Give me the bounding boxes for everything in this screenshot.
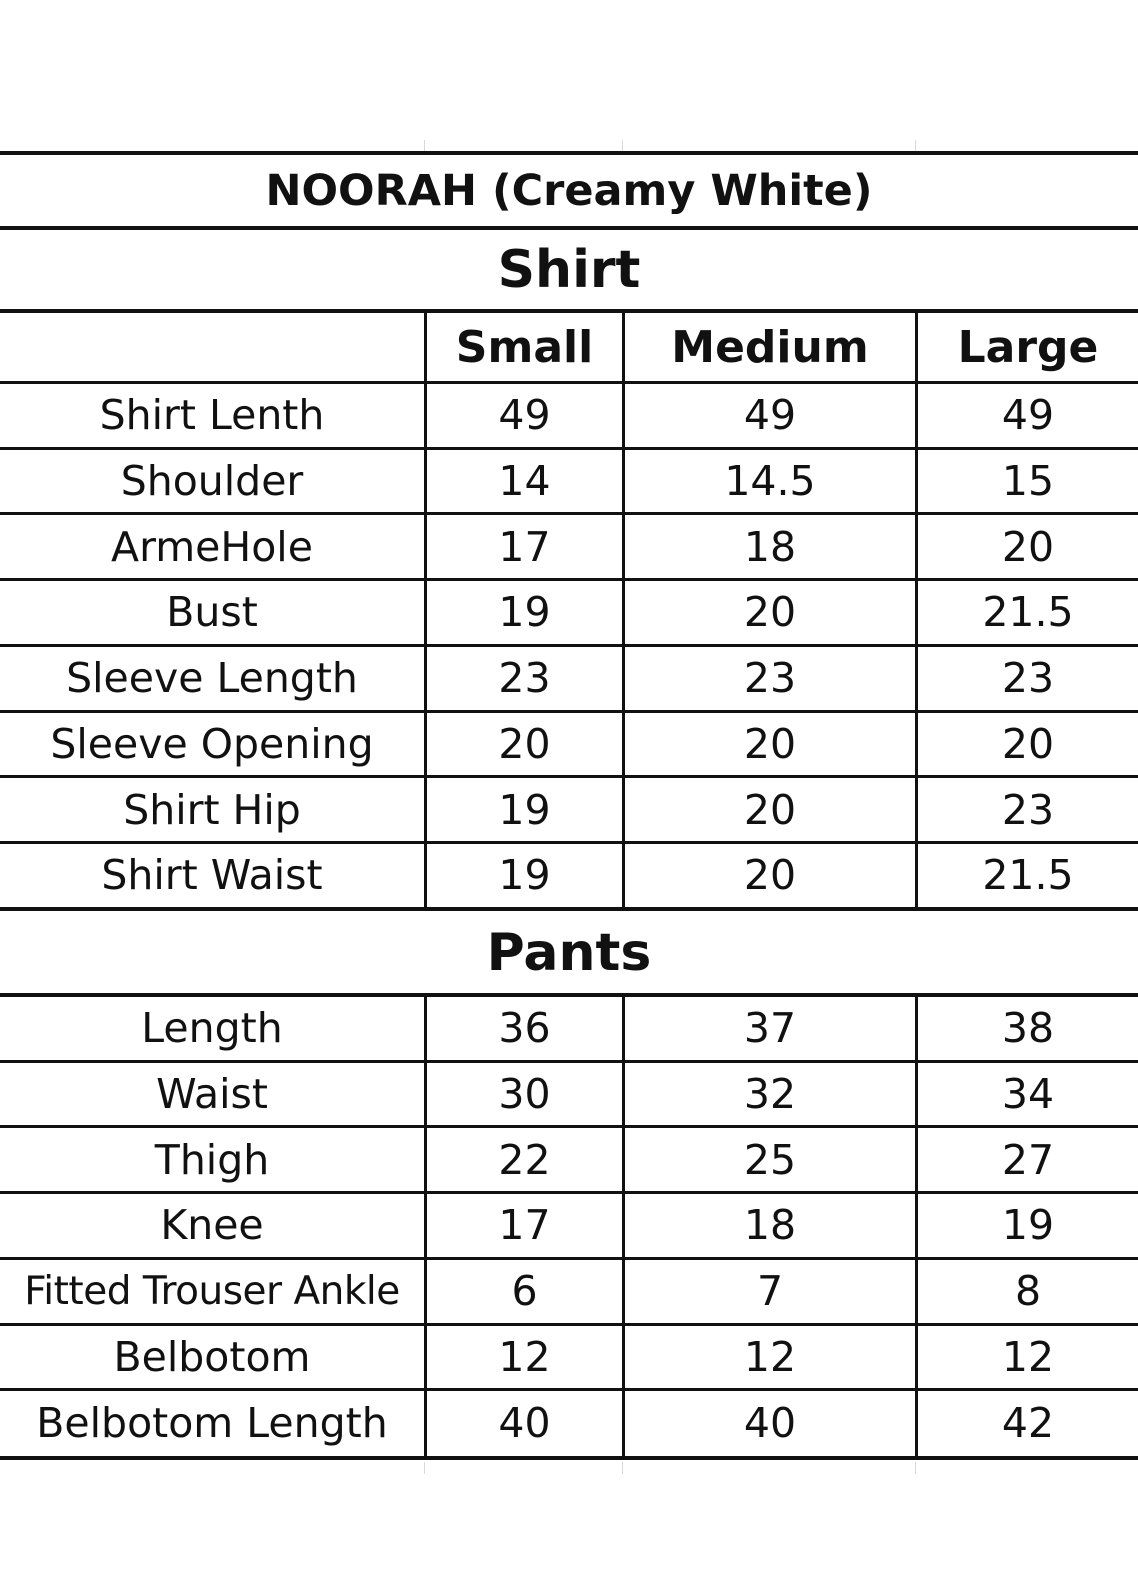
shirt-value-cell: 49 xyxy=(1001,391,1055,440)
horizontal-rule xyxy=(0,151,1138,155)
pants-value-cell: 22 xyxy=(498,1135,551,1184)
vertical-rule xyxy=(622,993,625,1460)
pants-value-cell: 30 xyxy=(498,1070,551,1119)
horizontal-rule xyxy=(0,1060,1138,1063)
pants-value-cell: 19 xyxy=(1001,1201,1055,1250)
gridline-stub xyxy=(424,1462,425,1474)
pants-row-label: Belbotom xyxy=(113,1332,311,1381)
vertical-rule xyxy=(424,309,427,911)
vertical-rule xyxy=(915,993,918,1460)
shirt-value-cell: 20 xyxy=(743,851,797,900)
shirt-value-cell: 23 xyxy=(1001,785,1055,834)
pants-section-heading: Pants xyxy=(486,922,652,983)
shirt-value-cell: 20 xyxy=(743,785,797,834)
shirt-value-cell: 19 xyxy=(498,785,551,834)
shirt-value-cell: 17 xyxy=(498,522,551,571)
shirt-value-cell: 20 xyxy=(1001,522,1055,571)
shirt-value-cell: 20 xyxy=(743,588,797,637)
column-header-medium: Medium xyxy=(671,321,869,373)
pants-value-cell: 12 xyxy=(743,1332,797,1381)
shirt-section-heading: Shirt xyxy=(497,240,641,300)
pants-value-cell: 42 xyxy=(1001,1398,1055,1447)
pants-value-cell: 12 xyxy=(1001,1332,1055,1381)
horizontal-rule xyxy=(0,1257,1138,1260)
shirt-value-cell: 14 xyxy=(498,457,551,506)
pants-value-cell: 37 xyxy=(743,1004,797,1053)
pants-value-cell: 25 xyxy=(743,1135,797,1184)
horizontal-rule xyxy=(0,309,1138,313)
pants-value-cell: 40 xyxy=(498,1398,551,1447)
horizontal-rule xyxy=(0,226,1138,230)
pants-row-label: Fitted Trouser Ankle xyxy=(24,1268,400,1314)
shirt-row-label: Shirt Lenth xyxy=(99,391,325,440)
shirt-row-label: ArmeHole xyxy=(111,522,313,571)
shirt-value-cell: 23 xyxy=(498,654,551,703)
shirt-value-cell: 49 xyxy=(743,391,797,440)
horizontal-rule xyxy=(0,1388,1138,1391)
shirt-row-label: Sleeve Opening xyxy=(50,719,374,768)
table-title: NOORAH (Creamy White) xyxy=(265,165,873,216)
pants-value-cell: 40 xyxy=(743,1398,797,1447)
shirt-value-cell: 21.5 xyxy=(982,588,1074,637)
shirt-value-cell: 23 xyxy=(1001,654,1055,703)
shirt-value-cell: 49 xyxy=(498,391,551,440)
shirt-value-cell: 23 xyxy=(743,654,797,703)
horizontal-rule xyxy=(0,775,1138,778)
horizontal-rule xyxy=(0,1125,1138,1128)
horizontal-rule xyxy=(0,1323,1138,1326)
horizontal-rule xyxy=(0,993,1138,997)
horizontal-rule xyxy=(0,1191,1138,1194)
pants-value-cell: 17 xyxy=(498,1201,551,1250)
shirt-row-label: Shoulder xyxy=(120,457,304,506)
horizontal-rule xyxy=(0,578,1138,581)
pants-value-cell: 7 xyxy=(756,1267,784,1316)
shirt-value-cell: 21.5 xyxy=(982,851,1074,900)
pants-value-cell: 18 xyxy=(743,1201,797,1250)
shirt-value-cell: 20 xyxy=(743,719,797,768)
shirt-value-cell: 18 xyxy=(743,522,797,571)
vertical-rule xyxy=(915,309,918,911)
shirt-value-cell: 19 xyxy=(498,851,551,900)
shirt-row-label: Sleeve Length xyxy=(66,654,358,703)
pants-row-label: Belbotom Length xyxy=(36,1398,388,1447)
shirt-value-cell: 15 xyxy=(1001,457,1055,506)
shirt-row-label: Shirt Waist xyxy=(101,851,323,900)
horizontal-rule xyxy=(0,907,1138,911)
pants-value-cell: 32 xyxy=(743,1070,797,1119)
gridline-stub xyxy=(915,1462,916,1474)
vertical-rule xyxy=(622,309,625,911)
pants-value-cell: 12 xyxy=(498,1332,551,1381)
shirt-row-label: Bust xyxy=(166,588,258,637)
horizontal-rule xyxy=(0,447,1138,450)
shirt-value-cell: 20 xyxy=(1001,719,1055,768)
pants-row-label: Waist xyxy=(156,1070,268,1119)
pants-value-cell: 38 xyxy=(1001,1004,1055,1053)
shirt-value-cell: 14.5 xyxy=(724,457,816,506)
shirt-row-label: Shirt Hip xyxy=(123,785,301,834)
gridline-stub xyxy=(622,1462,623,1474)
pants-row-label: Knee xyxy=(160,1201,264,1250)
horizontal-rule xyxy=(0,381,1138,384)
pants-row-label: Length xyxy=(141,1004,283,1053)
vertical-rule xyxy=(424,993,427,1460)
column-header-large: Large xyxy=(957,321,1099,373)
shirt-value-cell: 19 xyxy=(498,588,551,637)
column-header-blank xyxy=(0,313,424,381)
horizontal-rule xyxy=(0,512,1138,515)
pants-value-cell: 36 xyxy=(498,1004,551,1053)
horizontal-rule xyxy=(0,1456,1138,1460)
column-header-small: Small xyxy=(455,321,594,373)
pants-value-cell: 6 xyxy=(511,1267,538,1316)
pants-value-cell: 8 xyxy=(1014,1267,1042,1316)
shirt-value-cell: 20 xyxy=(498,719,551,768)
pants-value-cell: 27 xyxy=(1001,1135,1055,1184)
pants-row-label: Thigh xyxy=(154,1135,270,1184)
horizontal-rule xyxy=(0,710,1138,713)
horizontal-rule xyxy=(0,841,1138,844)
pants-value-cell: 34 xyxy=(1001,1070,1055,1119)
horizontal-rule xyxy=(0,644,1138,647)
